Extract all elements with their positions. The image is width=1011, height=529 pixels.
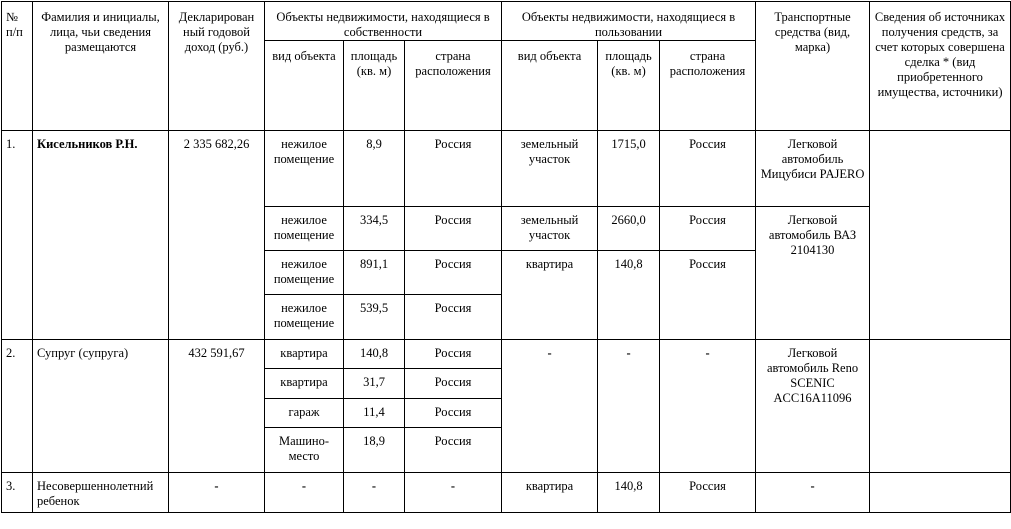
header-income: Декларирован ный годовой доход (руб.) bbox=[169, 2, 265, 131]
used-area: 140,8 bbox=[598, 251, 660, 340]
used-country: - bbox=[660, 340, 756, 473]
owned-type: нежилое помещение bbox=[265, 131, 344, 207]
used-type: - bbox=[502, 340, 598, 473]
income-value: 432 591,67 bbox=[169, 340, 265, 473]
header-sources: Сведения об источниках получения средств, за счет которых совершена сделка * (вид приобретенного имущества, источники) bbox=[870, 2, 1011, 131]
owned-area: 11,4 bbox=[344, 399, 405, 428]
used-type: земельный участок bbox=[502, 207, 598, 251]
transport-value: Легковой автомобиль ВАЗ 2104130 bbox=[756, 207, 870, 340]
owned-type: нежилое помещение bbox=[265, 251, 344, 295]
used-type: квартира bbox=[502, 473, 598, 513]
header-owned-type: вид объекта bbox=[265, 41, 344, 131]
used-area: 1715,0 bbox=[598, 131, 660, 207]
row-num: 1. bbox=[2, 131, 33, 340]
person-name: Кисельников Р.Н. bbox=[33, 131, 169, 340]
table-row bbox=[2, 473, 1011, 513]
used-country: Россия bbox=[660, 251, 756, 340]
used-area: 140,8 bbox=[598, 473, 660, 513]
sources-value bbox=[870, 131, 1011, 340]
header-owned: Объекты недвижимости, находящиеся в собственности bbox=[265, 2, 502, 41]
owned-area: 334,5 bbox=[344, 207, 405, 251]
header-used-type: вид объекта bbox=[502, 41, 598, 131]
header-owned-area: площадь (кв. м) bbox=[344, 41, 405, 131]
owned-country: Россия bbox=[405, 207, 502, 251]
sources-value bbox=[870, 340, 1011, 473]
table-row bbox=[2, 131, 1011, 207]
header-used: Объекты недвижимости, находящиеся в пользовании bbox=[502, 2, 756, 41]
owned-country: Россия bbox=[405, 428, 502, 473]
header-owned-country: страна расположения bbox=[405, 41, 502, 131]
header-used-area: площадь (кв. м) bbox=[598, 41, 660, 131]
income-value: 2 335 682,26 bbox=[169, 131, 265, 340]
owned-country: Россия bbox=[405, 340, 502, 369]
used-type: квартира bbox=[502, 251, 598, 340]
declaration-table bbox=[1, 1, 1011, 513]
owned-area: 8,9 bbox=[344, 131, 405, 207]
owned-type: - bbox=[265, 473, 344, 513]
used-country: Россия bbox=[660, 131, 756, 207]
header-row bbox=[2, 2, 1011, 41]
owned-country: Россия bbox=[405, 251, 502, 295]
owned-area: 31,7 bbox=[344, 369, 405, 399]
income-value: - bbox=[169, 473, 265, 513]
person-name: Супруг (супруга) bbox=[33, 340, 169, 473]
transport-value: - bbox=[756, 473, 870, 513]
owned-country: Россия bbox=[405, 399, 502, 428]
owned-area: 140,8 bbox=[344, 340, 405, 369]
owned-type: нежилое помещение bbox=[265, 295, 344, 340]
owned-type: Машино-место bbox=[265, 428, 344, 473]
owned-area: 18,9 bbox=[344, 428, 405, 473]
person-name: Несовершеннолетний ребенок bbox=[33, 473, 169, 513]
used-country: Россия bbox=[660, 473, 756, 513]
owned-area: 891,1 bbox=[344, 251, 405, 295]
owned-country: - bbox=[405, 473, 502, 513]
owned-area: 539,5 bbox=[344, 295, 405, 340]
header-name: Фамилия и инициалы, лица, чьи сведения размещаются bbox=[33, 2, 169, 131]
row-num: 3. bbox=[2, 473, 33, 513]
used-area: - bbox=[598, 340, 660, 473]
owned-type: квартира bbox=[265, 369, 344, 399]
header-num: № п/п bbox=[2, 2, 33, 131]
used-area: 2660,0 bbox=[598, 207, 660, 251]
owned-type: гараж bbox=[265, 399, 344, 428]
used-type: земельный участок bbox=[502, 131, 598, 207]
table-row bbox=[2, 340, 1011, 369]
owned-country: Россия bbox=[405, 295, 502, 340]
header-used-country: страна расположения bbox=[660, 41, 756, 131]
transport-value: Легковой автомобиль Reno SCENIC ACC16A11096 bbox=[756, 340, 870, 473]
owned-type: квартира bbox=[265, 340, 344, 369]
owned-country: Россия bbox=[405, 369, 502, 399]
owned-area: - bbox=[344, 473, 405, 513]
sources-value bbox=[870, 473, 1011, 513]
used-country: Россия bbox=[660, 207, 756, 251]
owned-type: нежилое помещение bbox=[265, 207, 344, 251]
transport-value: Легковой автомобиль Мицубиси PAJERO bbox=[756, 131, 870, 207]
row-num: 2. bbox=[2, 340, 33, 473]
owned-country: Россия bbox=[405, 131, 502, 207]
header-transport: Транспортные средства (вид, марка) bbox=[756, 2, 870, 131]
